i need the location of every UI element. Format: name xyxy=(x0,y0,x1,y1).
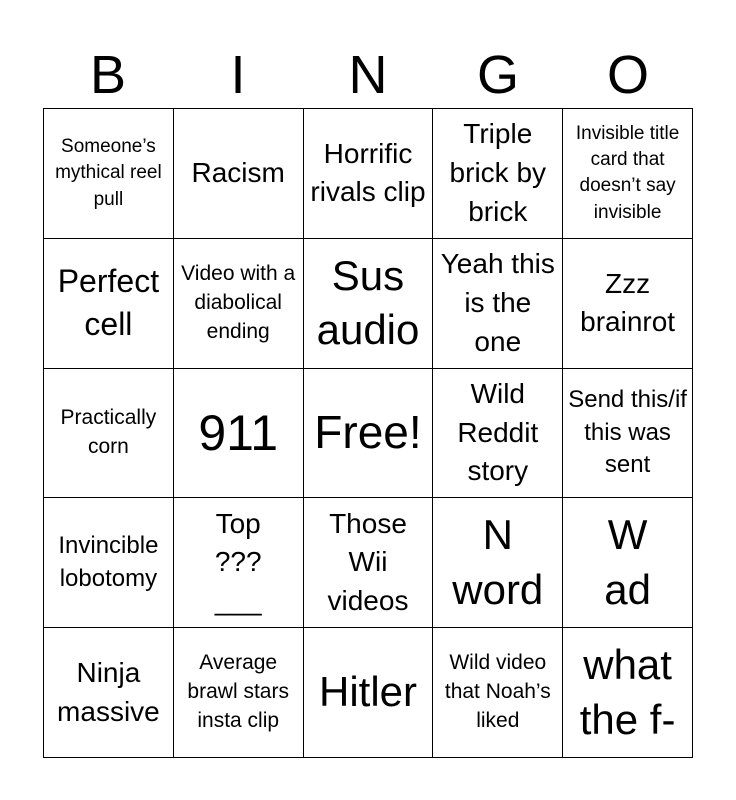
bingo-cell[interactable] xyxy=(304,109,434,239)
free-space-cell[interactable] xyxy=(304,369,434,499)
cell-text: Triple brick by brick xyxy=(449,118,547,227)
header-letter-b: B xyxy=(89,45,127,105)
header-letter-o: O xyxy=(606,45,649,105)
cell-text: Practically corn xyxy=(60,406,157,458)
bingo-cell[interactable] xyxy=(563,628,693,758)
cell-text: 911 xyxy=(198,404,279,461)
cell-text: Wild video that Noah’s liked xyxy=(444,651,551,733)
cell-text: Invincible lobotomy xyxy=(58,532,159,592)
cell-text: Invisible title card that doesn’t say invisible xyxy=(575,122,680,223)
cell-text: Zzz brainrot xyxy=(580,267,676,338)
cell-text: what the f- xyxy=(579,641,676,743)
bingo-cell[interactable] xyxy=(44,109,174,239)
bingo-cell[interactable] xyxy=(174,109,304,239)
bingo-header xyxy=(43,46,693,104)
cell-text: Send this/if this was sent xyxy=(568,386,687,479)
cell-text: Top ??? ___ xyxy=(214,507,262,617)
cell-text: Video with a diabolical ending xyxy=(181,261,296,343)
cell-text: Ninja massive xyxy=(57,656,160,727)
bingo-cell[interactable] xyxy=(563,109,693,239)
cell-text: Hitler xyxy=(318,668,417,716)
bingo-cell[interactable] xyxy=(433,109,563,239)
bingo-cell[interactable] xyxy=(304,498,434,628)
header-letter-i: I xyxy=(230,45,246,105)
cell-text: Yeah this is the one xyxy=(440,248,555,357)
bingo-cell[interactable] xyxy=(563,369,693,499)
bingo-cell[interactable] xyxy=(174,239,304,369)
bingo-cell[interactable] xyxy=(433,498,563,628)
cell-text: Those Wii videos xyxy=(327,507,409,617)
bingo-cell[interactable] xyxy=(44,369,174,499)
cell-text: Someone’s mythical reel pull xyxy=(55,136,162,210)
cell-text: Wild Reddit story xyxy=(457,378,539,487)
cell-text: Racism xyxy=(191,157,285,189)
bingo-cell[interactable] xyxy=(433,369,563,499)
bingo-cell[interactable] xyxy=(174,498,304,628)
bingo-cell[interactable] xyxy=(433,628,563,758)
bingo-cell[interactable] xyxy=(563,498,693,628)
cell-text: Average brawl stars insta clip xyxy=(187,651,289,733)
cell-text: Perfect cell xyxy=(57,263,160,343)
header-letter-n: N xyxy=(348,45,388,105)
bingo-cell[interactable] xyxy=(44,239,174,369)
bingo-cell[interactable] xyxy=(44,498,174,628)
header-letter-g: G xyxy=(476,45,519,105)
bingo-cell[interactable] xyxy=(174,369,304,499)
cell-text: W ad xyxy=(604,511,651,613)
bingo-board xyxy=(43,108,693,758)
cell-text: Horrific rivals clip xyxy=(310,137,426,208)
bingo-cell[interactable] xyxy=(304,239,434,369)
cell-text: N word xyxy=(452,511,544,613)
cell-text: Sus audio xyxy=(316,251,420,354)
bingo-cell[interactable] xyxy=(44,628,174,758)
bingo-cell[interactable] xyxy=(563,239,693,369)
bingo-cell[interactable] xyxy=(433,239,563,369)
cell-text: Free! xyxy=(314,406,422,459)
bingo-cell[interactable] xyxy=(304,628,434,758)
bingo-cell[interactable] xyxy=(174,628,304,758)
